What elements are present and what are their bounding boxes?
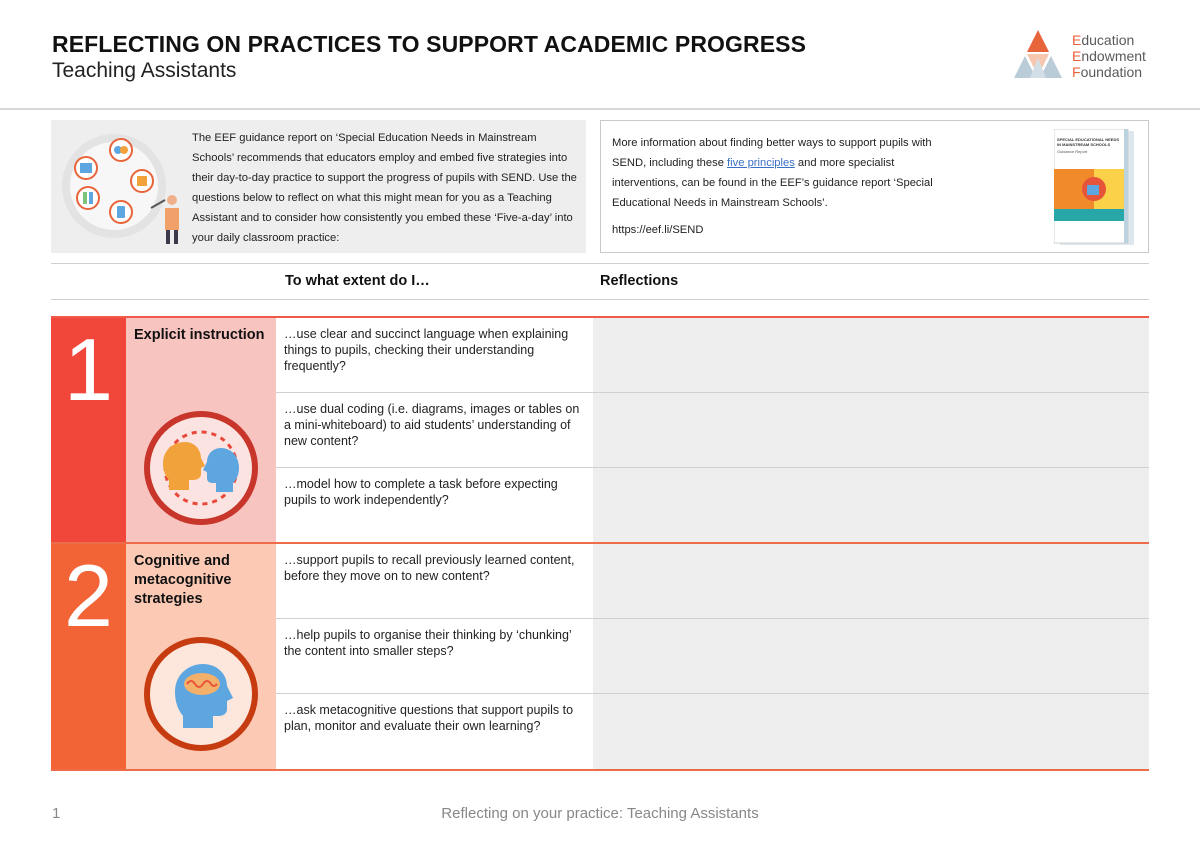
two-heads-communication-icon: [141, 408, 261, 533]
section-cognitive-metacognitive: [51, 542, 1149, 770]
column-header-bottom-rule: [51, 299, 1149, 300]
report-cover-title: SPECIAL EDUCATIONAL NEEDS IN MAINSTREAM SCHOOLS: [1057, 137, 1120, 147]
report-cover-subtitle: Guidance Report: [1057, 149, 1088, 154]
column-header-top-rule: [51, 263, 1149, 264]
eef-logo-triangle-icon: [1010, 28, 1066, 82]
guidance-report-cover: [1054, 129, 1136, 250]
section-number-cell: [51, 542, 126, 770]
section-top-line: [51, 542, 1149, 544]
teacher-illustration: [59, 128, 189, 251]
question-item: …use clear and succinct language when explaining things to pupils, checking their understanding frequently?: [284, 327, 569, 373]
footer-title: Reflecting on your practice: Teaching Assistants: [441, 805, 759, 822]
intro-text: The EEF guidance report on ‘Special Education Needs in Mainstream Schools’ recommends that educators employ and embed five strategies into their day-to-day practice to support the progress of pupils with SEND. Use the questions below to reflect on what this might mean for you as a Teaching Assistant and to consider how consistently you embed these ‘Five-a-day’ into your daily classroom practice:: [192, 132, 577, 244]
questions-column-heading: To what extent do I…: [285, 273, 430, 289]
eef-logo: [1010, 28, 1160, 84]
header-divider: [0, 108, 1200, 110]
table-bottom-line: [51, 769, 1149, 771]
brain-head-icon: [141, 634, 261, 759]
section-number-cell: [51, 316, 126, 544]
info-url[interactable]: https://eef.li/SEND: [612, 224, 704, 236]
page-number: 1: [52, 805, 61, 822]
question-item: …help pupils to organise their thinking by ‘chunking’ the content into smaller steps?: [284, 628, 572, 658]
section-label-cell: [126, 316, 276, 544]
section-number: 1: [64, 320, 113, 419]
row-divider: [276, 467, 1149, 468]
section-top-line: [51, 316, 1149, 318]
question-item: …model how to complete a task before expecting pupils to work independently?: [284, 477, 558, 507]
question-item: …support pupils to recall previously learned content, before they move on to new content?: [284, 553, 575, 583]
reflections-cell[interactable]: [593, 318, 1149, 544]
questions-cell: [276, 316, 593, 544]
row-divider: [276, 618, 1149, 619]
reflections-cell[interactable]: [593, 544, 1149, 770]
question-item: …ask metacognitive questions that support pupils to plan, monitor and evaluate their own learning?: [284, 703, 574, 733]
page-subtitle: Teaching Assistants: [52, 59, 237, 82]
row-divider: [276, 693, 1149, 694]
questions-cell: [276, 542, 593, 770]
section-label-cell: [126, 542, 276, 770]
section-explicit-instruction: [51, 316, 1149, 544]
five-principles-link[interactable]: five principles: [727, 157, 795, 169]
row-divider: [276, 392, 1149, 393]
info-panel: [600, 120, 1149, 253]
question-item: …use dual coding (i.e. diagrams, images or tables on a mini-whiteboard) to aid students’ understanding of new content?: [284, 402, 580, 448]
section-number: 2: [64, 546, 113, 645]
info-text: More information about finding better ways to support pupils with SEND, including these five principles and more specialist interventions, can be found in the EEF’s guidance report ‘Special Educational Needs in Mainstream Schools’.: [612, 137, 933, 209]
intro-panel: [51, 120, 586, 253]
section-label: Explicit instruction: [134, 327, 265, 343]
section-label: Cognitive and metacognitive strategies: [134, 553, 232, 607]
page-title: REFLECTING ON PRACTICES TO SUPPORT ACADEMIC PROGRESS: [52, 31, 807, 57]
eef-logo-text: Education Endowment Foundation: [1072, 32, 1146, 80]
reflections-column-heading: Reflections: [600, 273, 679, 289]
